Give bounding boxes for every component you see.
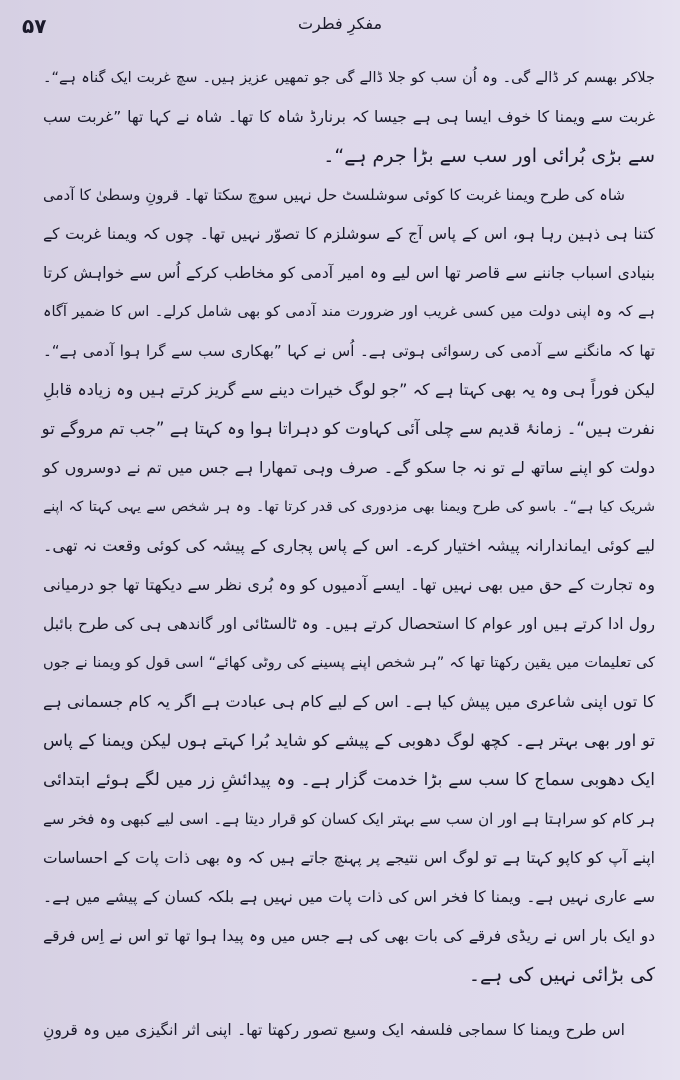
text-line: دولت کو اپنے ساتھ لے تو نہ جا سکو گے۔ صرف وہی تمھارا ہے جس میں تم نے دوسروں کو	[43, 458, 655, 477]
text-line: تھا کہ مانگنے سے آدمی کی رسوائی ہوتی ہے۔ اُس نے کہا ”بھکاری سب سے گرا ہوا آدمی ہے“۔	[43, 342, 655, 360]
text-line: وہ تجارت کے حق میں بھی نہیں تھا۔ ایسے آدمیوں کو وہ بُری نظر سے دیکھتا تھا جو درمیانی	[43, 575, 655, 594]
text-line: لیکن فوراً ہی وہ یہ بھی کہتا ہے کہ ”جو لوگ خیرات دینے سے گریز کرتے ہیں وہ زیادہ قابلِ	[43, 380, 655, 399]
text-line: شریک کیا ہے“۔ باسو کی طرح ویمنا بھی مزدوری کی قدر کرتا تھا۔ وہ ہر شخص سے یہی کہتا کہ اپنے	[43, 499, 655, 515]
text-line: نفرت ہیں“۔ زمانۂ قدیم سے چلی آئی کہاوت کو دہراتا ہوا وہ کہتا ہے ”جب تم مروگے تو	[41, 419, 655, 438]
text-line: جلاکر بھسم کر ڈالے گی۔ وہ اُن سب کو جلا ڈالے گی جو تمھیں عزیز ہیں۔ سچ غربت ایک گناہ ہے“۔	[43, 70, 655, 86]
page-number: ۵۷	[22, 14, 47, 38]
text-line: کتنا ہی ذہین رہا ہو، اس کے پاس آج کے سوشلزم کا تصوّر نہیں تھا۔ چوں کہ ویمنا غربت کے	[43, 225, 655, 243]
text-line: غربت سے ویمنا کا خوف ایسا ہی ہے جیسا کہ برنارڈ شاہ کا تھا۔ شاہ نے کہا تھا ”غربت سب	[43, 108, 655, 126]
text-line: کی تعلیمات میں یقین رکھتا تھا کہ ”ہر شخص اپنے پسینے کی روٹی کھائے“ اسی قول کو ویمنا نے جوں	[43, 655, 655, 671]
text-line: لیے کوئی ایماندارانہ پیشہ اختیار کرے۔ اس کے پاس پجاری کے پیشہ کی کوئی وقعت نہ تھی۔	[43, 536, 655, 555]
text-line: کا توں اپنی شاعری میں پیش کیا ہے۔ اس کے لیے کام ہی عبادت ہے اگر یہ کام جسمانی ہے	[43, 692, 655, 711]
paragraph-start-line: شاہ کی طرح ویمنا غربت کا کوئی سوشلسٹ حل نہیں سوچ سکتا تھا۔ قرونِ وسطیٰ کا آدمی	[43, 186, 625, 204]
text-line: ہر کام کو سراہتا ہے اور ان سب سے بہتر ایک کسان کو قرار دیتا ہے۔ اسی لیے کبھی وہ فخر سے	[43, 810, 655, 828]
text-line: ہے کہ وہ اپنی دولت میں کسی غریب اور ضرورت مند آدمی کو بھی شامل کرلے۔ اس کا ضمیر آگاہ	[43, 304, 655, 320]
text-line: سے بڑی بُرائی اور سب سے بڑا جرم ہے“۔	[323, 145, 655, 167]
text-line: کی بڑائی نہیں کی ہے۔	[468, 964, 655, 986]
text-line: ایک دھوبی سماج کا سب سے بڑا خدمت گزار ہے۔ وہ پیدائشِ زر میں لگے ہوئے ابتدائی	[43, 770, 655, 790]
text-line: رول ادا کرتے ہیں اور عوام کا استحصال کرتے ہیں۔ وہ ٹالسٹائی اور گاندھی ہی کی طرح بائبل	[43, 615, 655, 633]
text-line: اپنے آپ کو کاپو کہتا ہے تو لوگ اس نتیجے پر پہنچ جاتے ہیں کہ وہ بھی ذات پات کے احساسات	[43, 849, 655, 867]
text-line: سے عاری نہیں ہے۔ ویمنا کا فخر اس کی ذات پات میں نہیں ہے بلکہ کسان کے پیشے میں ہے۔	[43, 888, 655, 906]
text-line: دو ایک بار اس نے ریڈی فرقے کی بات بھی کی ہے جس میں وہ پیدا ہوا تھا تو اس نے اِس فرقے	[43, 927, 655, 945]
running-title: مفکرِ فطرت	[297, 14, 383, 33]
text-line: تو اور بھی بہتر ہے۔ کچھ لوگ دھوبی کے پیشے کو شاید بُرا کہتے ہوں لیکن ویمنا کے پاس	[43, 731, 655, 750]
paragraph-start-line: اس طرح ویمنا کا سماجی فلسفہ ایک وسیع تصور رکھتا تھا۔ اپنی اثر انگیزی میں وہ قرونِ	[43, 1021, 625, 1039]
text-line: بنیادی اسباب جاننے سے قاصر تھا اس لیے وہ امیر آدمی کو مخاطب کرکے اُس سے خواہش کرتا	[43, 264, 655, 282]
